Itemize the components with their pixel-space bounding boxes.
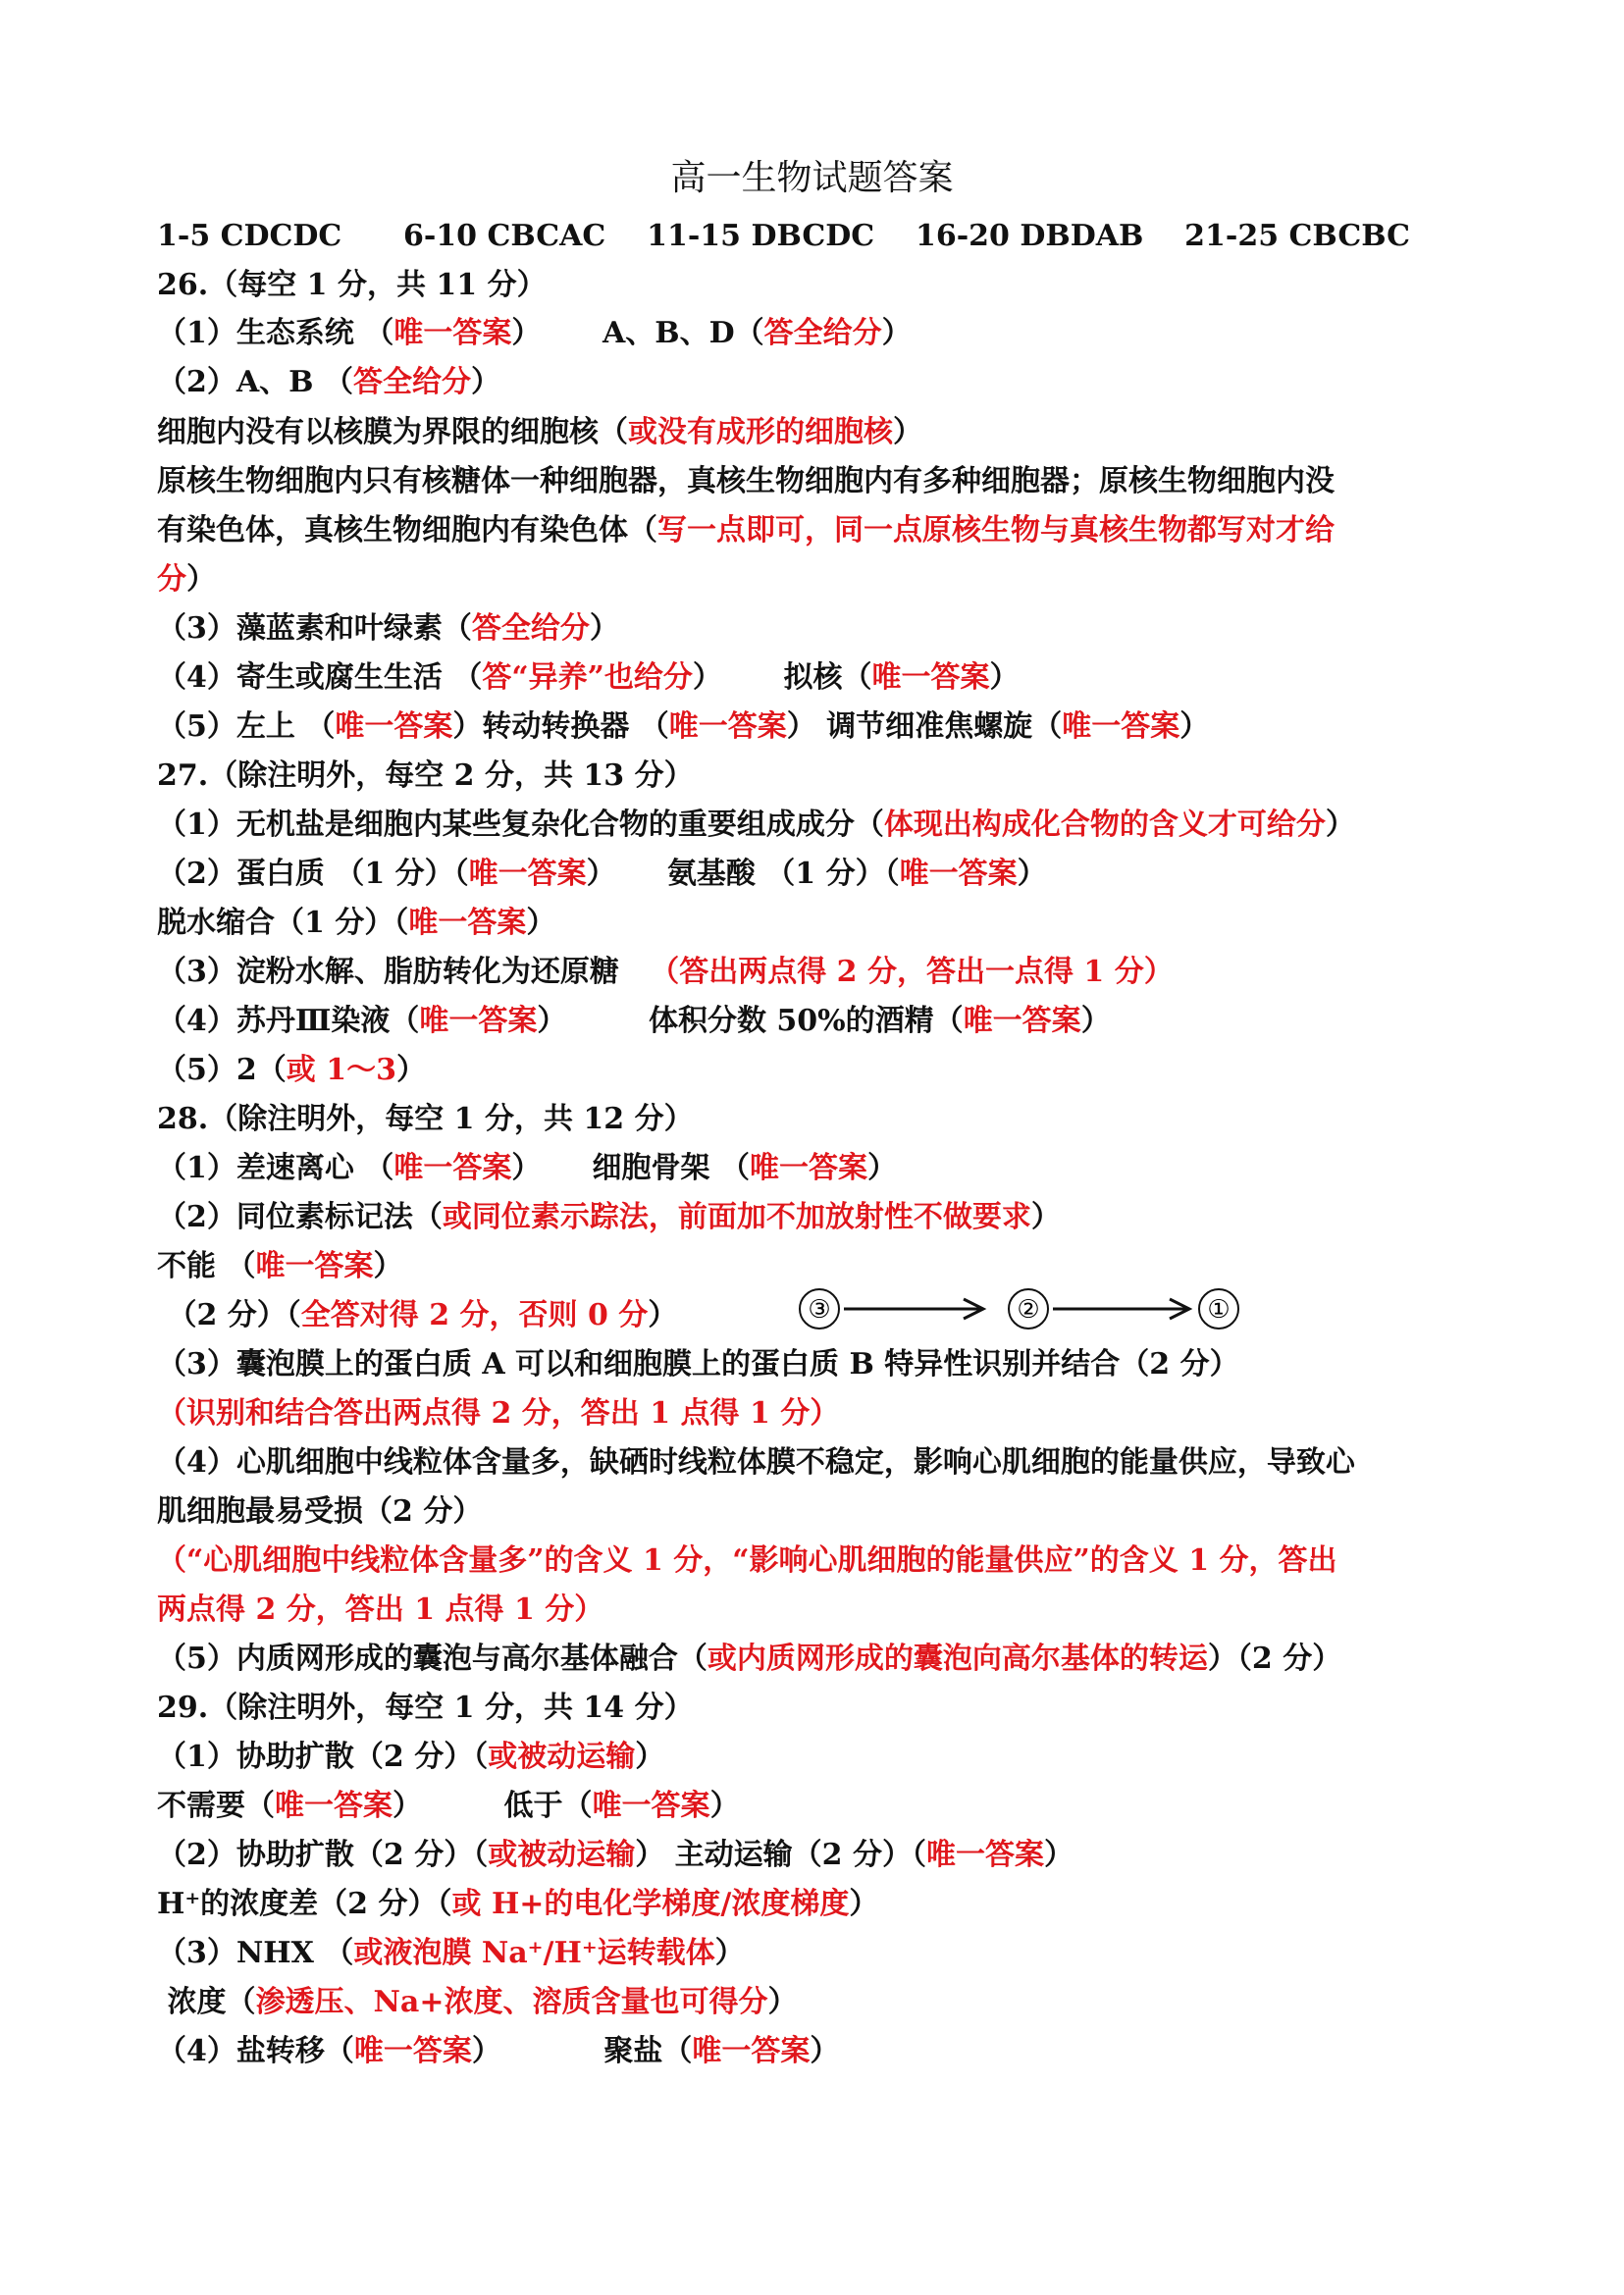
answer-text: H⁺的浓度差（2 分）（ (157, 1887, 452, 1921)
answer-line (157, 506, 1335, 555)
answer-text: ） (849, 1887, 879, 1921)
answer-text: ） 细胞骨架 （ (511, 1151, 750, 1185)
answer-text: （2）协助扩散（2 分）（ (157, 1838, 489, 1872)
answer-line (157, 703, 1209, 752)
answer-text: 28.（除注明外，每空 1 分，共 12 分） (157, 1102, 694, 1136)
grading-note: （识别和结合答出两点得 2 分，答出 1 点得 1 分） (157, 1396, 840, 1431)
answer-text: 不能 （ (157, 1249, 256, 1283)
answer-text: （4）寄生或腐生生活 （ (157, 660, 483, 695)
answer-line (157, 1438, 1355, 1487)
answer-text: 细胞内没有以核膜为界限的细胞核（ (157, 415, 628, 449)
grading-note: 答全给分 (471, 611, 590, 646)
grading-note: 唯一答案 (408, 906, 527, 940)
answer-line (157, 1144, 897, 1193)
answer-line (157, 457, 1335, 506)
node-label: ② (1017, 1295, 1040, 1325)
grading-note: 或 H+的电化学梯度/浓度梯度 (451, 1887, 850, 1921)
answer-text: ） 主动运输（2 分）（ (635, 1838, 926, 1872)
answer-text: 有染色体，真核生物细胞内有染色体（ (157, 513, 657, 548)
grading-note: 全答对得 2 分，否则 0 分 (300, 1298, 649, 1332)
grading-note: 唯一答案 (963, 1004, 1081, 1038)
grading-note: 唯一答案 (393, 1151, 512, 1185)
answer-text: ） 调节细准焦螺旋（ (786, 709, 1063, 744)
grading-note: （答出两点得 2 分，答出一点得 1 分） (650, 955, 1174, 989)
grading-note: 或同位素示踪法，前面加不加放射性不做要求 (442, 1200, 1031, 1234)
node-1 (1199, 1289, 1238, 1329)
answer-line (157, 1635, 1341, 1684)
grading-note: 答全给分 (763, 316, 882, 350)
answer-text: ） (1017, 857, 1047, 891)
answer-text: 肌细胞最易受损（2 分） (157, 1494, 483, 1529)
answer-text: （4）盐转移（ (157, 2034, 354, 2068)
answer-text: ） (867, 1151, 897, 1185)
answer-text: ） 氨基酸 （1 分）（ (586, 857, 900, 891)
grading-note: 答“异养”也给分 (482, 660, 693, 695)
grading-note: 或内质网形成的囊泡向高尔基体的转运 (707, 1642, 1208, 1676)
answer-line (157, 1487, 482, 1537)
answer-line (157, 2027, 839, 2076)
answer-text: ）（2 分） (1207, 1642, 1342, 1676)
answer-text: ） (709, 1789, 740, 1823)
answer-text: ） (526, 906, 556, 940)
answer-text: ） (1080, 1004, 1111, 1038)
answer-text: ） (767, 1985, 798, 2019)
grading-note: （“心肌细胞中线粒体含量多”的含义 1 分，“影响心肌细胞的能量供应”的含义 1 分，答出 (157, 1543, 1337, 1578)
answer-text: （5）左上 （ (157, 709, 336, 744)
answer-text: ） (1179, 709, 1210, 744)
node-label: ③ (808, 1295, 831, 1325)
answer-text: ） (1043, 1838, 1074, 1872)
answer-text: （5）内质网形成的囊泡与高尔基体融合（ (157, 1642, 707, 1676)
answer-line (157, 752, 694, 801)
grading-note: 唯一答案 (468, 857, 587, 891)
grading-note: 或被动运输 (488, 1740, 636, 1774)
answer-text: ） (714, 1936, 745, 1970)
answer-text: （4）心肌细胞中线粒体含量多，缺硒时线粒体膜不稳定，影响心肌细胞的能量供应，导致心 (157, 1445, 1355, 1480)
grading-note: 体现出构成化合物的含义才可给分 (883, 808, 1326, 842)
answer-line (157, 899, 555, 948)
answer-line (157, 1193, 1061, 1242)
grading-note: 唯一答案 (353, 2034, 472, 2068)
answer-text: 浓度（ (157, 1985, 256, 2019)
answer-text: 29.（除注明外，每空 1 分，共 14 分） (157, 1691, 694, 1725)
answer-text: ） (186, 562, 216, 597)
grading-note: 唯一答案 (692, 2034, 811, 2068)
answer-text: ） (589, 611, 619, 646)
answer-text: （3）淀粉水解、脂肪转化为还原糖 (157, 955, 651, 989)
page-title: 高一生物试题答案 (670, 158, 954, 198)
answer-text: 26.（每空 1 分，共 11 分） (157, 268, 547, 302)
answer-text: （4）苏丹Ⅲ染液（ (157, 1004, 420, 1038)
answer-line (157, 1880, 878, 1929)
answer-line (157, 801, 1355, 850)
grading-note: 唯一答案 (255, 1249, 374, 1283)
answer-text: 不需要（ (157, 1789, 275, 1823)
answer-line (157, 555, 216, 604)
answer-text: （2 分）（ (157, 1298, 301, 1332)
answer-text: ） (989, 660, 1020, 695)
answer-line (157, 1340, 1239, 1389)
answer-text: ） (893, 415, 922, 449)
answer-text: （1）无机盐是细胞内某些复杂化合物的重要组成成分（ (157, 808, 884, 842)
answer-text: ） (1325, 808, 1355, 842)
answer-line (157, 1684, 694, 1733)
grading-note: 唯一答案 (335, 709, 453, 744)
answer-line (157, 408, 922, 457)
node-2 (1009, 1289, 1048, 1329)
grading-note: 或 1～3 (286, 1053, 396, 1087)
answer-line (157, 850, 1047, 899)
answer-text: （2）同位素标记法（ (157, 1200, 443, 1234)
answer-text: ） (395, 1053, 426, 1087)
grading-note: 分 (157, 562, 186, 597)
grading-note: 渗透压、Na+浓度、溶质含量也可得分 (255, 1985, 768, 2019)
grading-note: 唯一答案 (275, 1789, 393, 1823)
answer-text: （3）藻蓝素和叶绿素（ (157, 611, 472, 646)
answer-text: （2）A、B （ (157, 365, 353, 399)
answer-text: （3）囊泡膜上的蛋白质 A 可以和细胞膜上的蛋白质 B 特异性识别并结合（2 分） (157, 1347, 1239, 1382)
answer-text: （1）差速离心 （ (157, 1151, 394, 1185)
grading-note: 唯一答案 (750, 1151, 867, 1185)
grading-note: 或被动运输 (488, 1838, 636, 1872)
answer-text: 27.（除注明外，每空 2 分，共 13 分） (157, 758, 694, 793)
answer-line (157, 1389, 839, 1438)
grading-note: 唯一答案 (925, 1838, 1044, 1872)
answer-text: ） (881, 316, 912, 350)
answer-line (157, 1046, 426, 1095)
answer-line (157, 1831, 1074, 1880)
grading-note: 两点得 2 分，答出 1 点得 1 分） (157, 1592, 604, 1627)
answer-text: ） 聚盐（ (471, 2034, 693, 2068)
answer-text: ） (635, 1740, 665, 1774)
grading-note: 或没有成形的细胞核 (628, 415, 893, 449)
answer-line (157, 1782, 740, 1831)
node-label: ① (1207, 1295, 1231, 1325)
answer-line (157, 1291, 677, 1340)
answer-line (157, 1978, 797, 2027)
answer-line (157, 261, 547, 310)
answer-line (157, 212, 1410, 261)
answer-text: ） 低于（ (393, 1789, 593, 1823)
answer-text: ） (373, 1249, 403, 1283)
answer-line (157, 309, 912, 358)
answer-line (157, 653, 1020, 703)
grading-note: 唯一答案 (668, 709, 787, 744)
answer-line (157, 358, 500, 407)
answer-line (157, 948, 1174, 997)
answer-text: ） (810, 2034, 840, 2068)
grading-note: 唯一答案 (592, 1789, 710, 1823)
grading-note: 唯一答案 (393, 316, 512, 350)
answer-text: ） (470, 365, 500, 399)
answer-line (157, 1095, 694, 1144)
answer-line (157, 604, 619, 653)
answer-text: 脱水缩合（1 分）（ (157, 906, 409, 940)
answer-text: ） A、B、D（ (511, 316, 764, 350)
grading-note: 写一点即可，同一点原核生物与真核生物都写对才给 (657, 513, 1335, 548)
answer-text: ） 体积分数 50%的酒精（ (537, 1004, 964, 1038)
answer-line (157, 1537, 1337, 1586)
answer-line (157, 1733, 664, 1782)
answer-text: 原核生物细胞内只有核糖体一种细胞器，真核生物细胞内有多种细胞器；原核生物细胞内没 (157, 464, 1335, 498)
answer-text: （1）生态系统 （ (157, 316, 394, 350)
answer-text: （2）蛋白质 （1 分）（ (157, 857, 469, 891)
answer-line (157, 997, 1111, 1046)
grading-note: 答全给分 (352, 365, 471, 399)
answer-line (157, 1242, 402, 1291)
grading-note: 唯一答案 (871, 660, 990, 695)
organelle-sequence-diagram (795, 1279, 1246, 1338)
node-3 (800, 1289, 839, 1329)
answer-text: （1）协助扩散（2 分）（ (157, 1740, 489, 1774)
answer-text: ） 拟核（ (692, 660, 872, 695)
answer-text: ）转动转换器 （ (452, 709, 669, 744)
answer-text: （3）NHX （ (157, 1936, 354, 1970)
answer-text: 1-5 CDCDC 6-10 CBCAC 11-15 DBCDC 16-20 DBDAB 21-25 CBCBC (157, 219, 1410, 253)
grading-note: 唯一答案 (419, 1004, 538, 1038)
grading-note: 或液泡膜 Na⁺/H⁺运转载体 (353, 1936, 715, 1970)
answer-text: ） (1030, 1200, 1061, 1234)
grading-note: 唯一答案 (1062, 709, 1180, 744)
answer-text: ） (648, 1298, 678, 1332)
grading-note: 唯一答案 (899, 857, 1018, 891)
answer-text: （5）2（ (157, 1053, 287, 1087)
answer-line (157, 1586, 603, 1635)
answer-line (157, 1929, 745, 1978)
